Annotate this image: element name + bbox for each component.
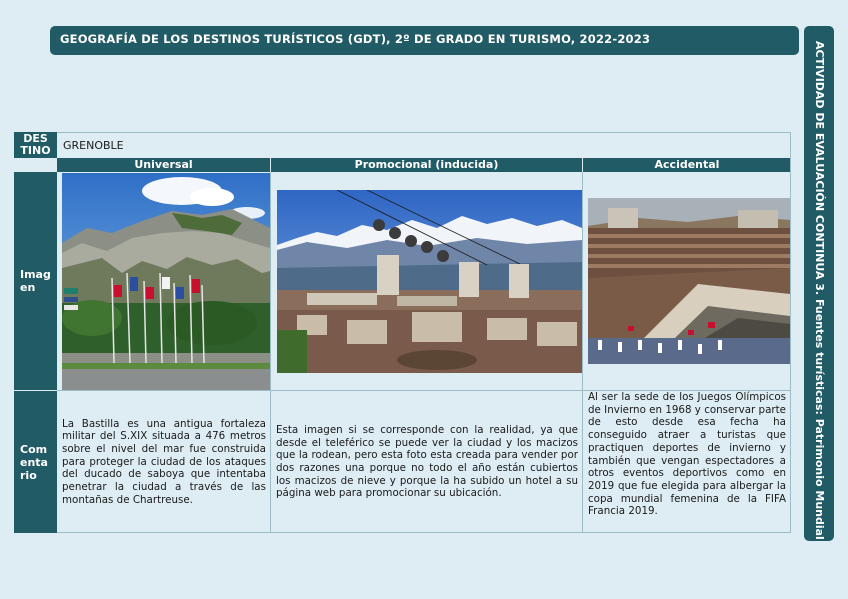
row-label-comentario: Com enta rio <box>14 391 57 533</box>
destino-value-cell <box>57 132 791 158</box>
olympics-illustration <box>588 198 790 364</box>
document-header <box>50 26 799 55</box>
corner-cell <box>14 158 57 172</box>
column-header-accidental: Accidental <box>583 158 791 172</box>
bastille-illustration <box>62 173 270 390</box>
comment-universal: La Bastilla es una antigua fortaleza militar del S.XIX situada a 476 metros sobre el nivel del mar fue construida para proteger la ciudad de los ataques del ducado de saboya que intentaba penetrar la ciudad a través de las montañas de Chartreuse. <box>57 391 271 533</box>
destino-label-line2: TINO <box>20 144 51 157</box>
grid-line <box>57 132 791 133</box>
photo-teleferico <box>277 190 582 373</box>
column-header-promocional: Promocional (inducida) <box>271 158 582 172</box>
destino-value: GRENOBLE <box>63 138 124 152</box>
photo-juegos-olimpicos <box>588 198 790 364</box>
grid-line <box>790 132 791 533</box>
photo-bastille <box>62 173 270 390</box>
side-banner-text <box>812 41 826 540</box>
comment-accidental: Al ser la sede de los Juegos Olímpicos de Invierno en 1968 y conservar parte de esto desde esa fecha ha conseguido atraer a turistas que practiquen deportes de invierno y también que vengan espectadores a otros eventos deportivos como en 2019 que fue elegida para albergar la copa mundial femenina de la FIFA Francia 2019. <box>583 391 791 533</box>
destino-label-cell <box>14 132 57 158</box>
column-header-universal: Universal <box>57 158 270 172</box>
destino-label-line1: DES <box>23 132 48 145</box>
grid-line <box>270 172 271 533</box>
side-banner <box>804 26 834 541</box>
grid-line <box>57 390 791 391</box>
grid-line <box>582 172 583 533</box>
comment-promocional: Esta imagen si se corresponde con la realidad, ya que desde el teleférico se puede ver la ciudad y los macizos que la rodean, pero esta foto esta creada para vender por dos razones una porque no todo el año están cubiertos los macizos de nieve y porque la ha subido un hotel a su página web para promocionar su ubicación. <box>271 391 583 533</box>
row-label-imagen: Imag en <box>14 172 57 390</box>
teleferico-illustration <box>277 190 582 373</box>
grid-line <box>57 532 791 533</box>
document-title: GEOGRAFÍA DE LOS DESTINOS TURÍSTICOS (GDT), 2º DE GRADO EN TURISMO, 2022-2023 <box>60 32 651 46</box>
side-banner-title: ACTIVIDAD DE EVALUACIÓN CONTINUA 3. Fuentes turísticas: Patrimonio Mundial <box>813 41 826 540</box>
